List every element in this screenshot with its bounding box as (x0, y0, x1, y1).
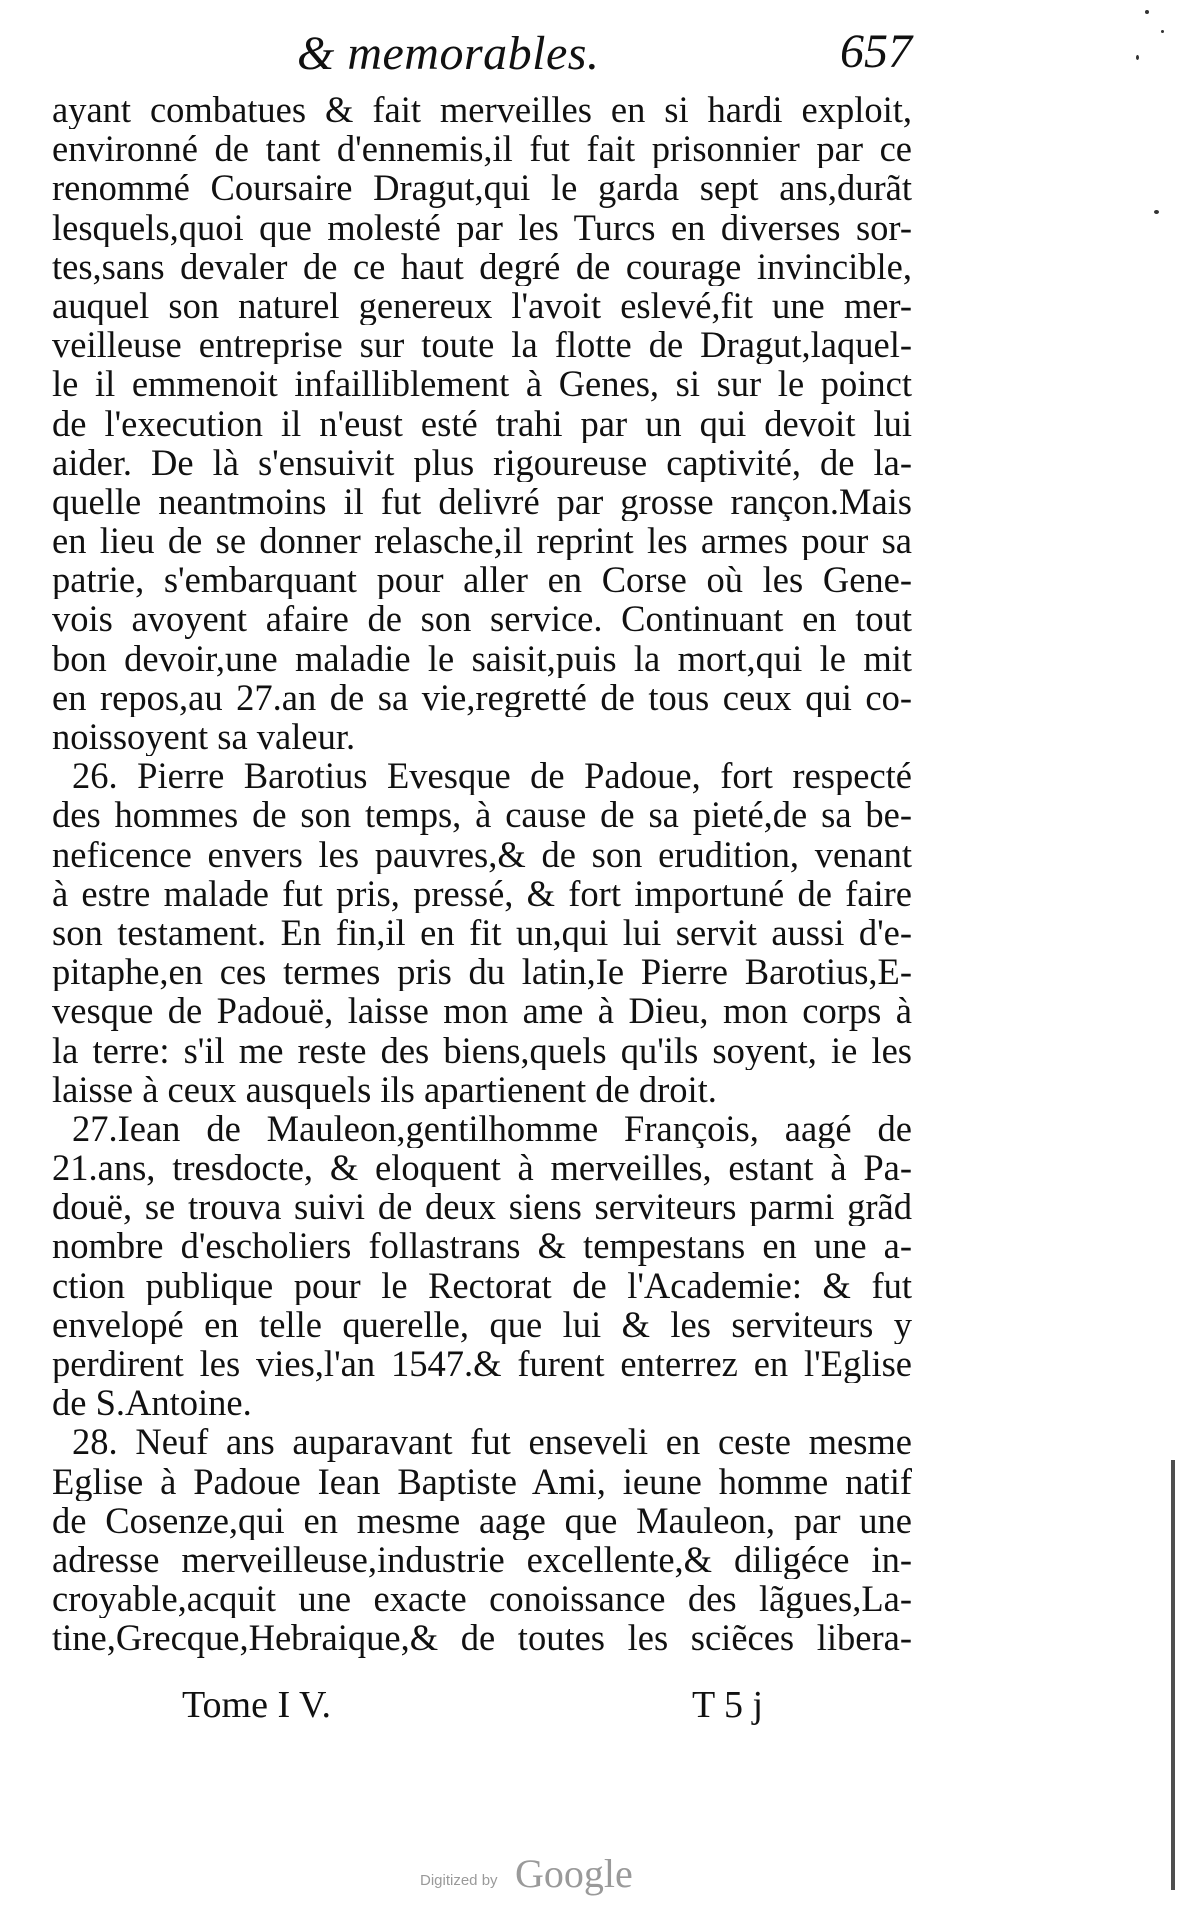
text-line: ayant combatues & fait merveilles en si hardi exploit, (52, 90, 912, 130)
volume-label: Tome I V. (182, 1684, 331, 1726)
text-line: de l'execution il n'eust esté trahi par un qui devoit lui (52, 403, 912, 443)
text-line: nombre d'escholiers follastrans & tempestans en une a- (52, 1226, 912, 1266)
text-line: tes,sans devaler de ce haut degré de courage invincible, (52, 246, 912, 286)
text-line: noissoyent sa valeur. (52, 717, 356, 757)
watermark-brand: Google (515, 1851, 633, 1896)
text-line: adresse merveilleuse,industrie excellente,& diligéce in- (52, 1539, 912, 1580)
scan-artifacts (1129, 0, 1189, 1907)
text-line: laisse à ceux ausquels ils apartienent de droit. (52, 1069, 717, 1109)
text-line: bon devoir,une maladie le saisit,puis la mort,qui le mit (52, 638, 912, 678)
body-text (52, 90, 912, 1658)
text-line: lesquels,quoi que molesté par les Turcs en diverses sor- (52, 207, 912, 247)
text-line: renommé Coursaire Dragut,qui le garda sept ans,durãt (52, 168, 912, 208)
paragraph-27-start: 27.Iean de Mauleon,gentilhomme François, aagé de (72, 1108, 912, 1149)
text-line: le il emmenoit infailliblement à Genes, si sur le poinct (52, 364, 912, 404)
digitized-watermark (420, 1850, 740, 1900)
running-title: & memorables. (297, 27, 600, 80)
text-line: quelle neantmoins il fut delivré par grosse rançon.Mais (52, 481, 912, 522)
text-line: patrie, s'embarquant pour aller en Corse où les Gene- (52, 560, 912, 600)
text-line: 21.ans, tresdocte, & eloquent à merveilles, estant à Pa- (52, 1148, 912, 1188)
text-line: douë, se trouva suivi de deux siens serviteurs parmi grãd (52, 1187, 912, 1227)
watermark-prefix: Digitized by (420, 1872, 498, 1889)
text-line: vesque de Padouë, laisse mon ame à Dieu, mon corps à (52, 991, 912, 1031)
text-line: à estre malade fut pris, pressé, & fort importuné de faire (52, 873, 912, 913)
text-line: son testament. En fin,il en fit un,qui lui servit aussi d'e- (52, 912, 912, 953)
text-line: de Cosenze,qui en mesme aage que Mauleon, par une (52, 1500, 912, 1540)
text-line: auquel son naturel genereux l'avoit eslevé,fit une mer- (52, 285, 912, 326)
text-line: environné de tant d'ennemis,il fut fait prisonnier par ce (52, 129, 912, 169)
text-line: la terre: s'il me reste des biens,quels qu'ils soyent, ie les (52, 1030, 912, 1070)
text-line: pitaphe,en ces termes pris du latin,Ie Pierre Barotius,E- (52, 952, 912, 992)
scan-edge-line (1171, 1460, 1175, 1890)
page-footer (52, 1683, 912, 1733)
signature-mark: T 5 j (692, 1684, 764, 1726)
text-line: vois avoyent afaire de son service. Continuant en tout (52, 599, 912, 639)
text-line: en repos,au 27.an de sa vie,regretté de tous ceux qui co- (52, 677, 912, 717)
text-line: Eglise à Padoue Iean Baptiste Ami, ieune homme natif (52, 1461, 912, 1501)
text-line: aider. De là s'ensuivit plus rigoureuse captivité, de la- (52, 442, 912, 482)
page-number: 657 (840, 25, 912, 78)
text-line: ction publique pour le Rectorat de l'Academie: & fut (52, 1265, 912, 1305)
text-line: croyable,acquit une exacte conoissance des lãgues,La- (52, 1579, 912, 1619)
paragraph-26-start: 26. Pierre Barotius Evesque de Padoue, fort respecté (72, 756, 912, 796)
scan-speck (1136, 55, 1139, 60)
scan-speck (1154, 210, 1159, 214)
text-line: envelopé en telle querelle, que lui & les serviteurs y (52, 1304, 912, 1344)
scan-speck (1161, 30, 1164, 33)
text-line: des hommes de son temps, à cause de sa pieté,de sa be- (52, 795, 912, 835)
text-line: de S.Antoine. (52, 1383, 252, 1423)
scan-speck (1145, 10, 1149, 14)
text-line: perdirent les vies,l'an 1547.& furent enterrez en l'Eglise (52, 1344, 912, 1384)
text-line: en lieu de se donner relasche,il reprint les armes pour sa (52, 521, 912, 561)
paragraph-28-start: 28. Neuf ans auparavant fut enseveli en ceste mesme (72, 1422, 912, 1462)
text-line: neficence envers les pauvres,& de son erudition, venant (52, 834, 912, 874)
text-line: veilleuse entreprise sur toute la flotte de Dragut,laquel- (52, 325, 912, 365)
page-header (52, 20, 912, 90)
text-line: tine,Grecque,Hebraique,& de toutes les sciẽces libera- (52, 1618, 912, 1658)
